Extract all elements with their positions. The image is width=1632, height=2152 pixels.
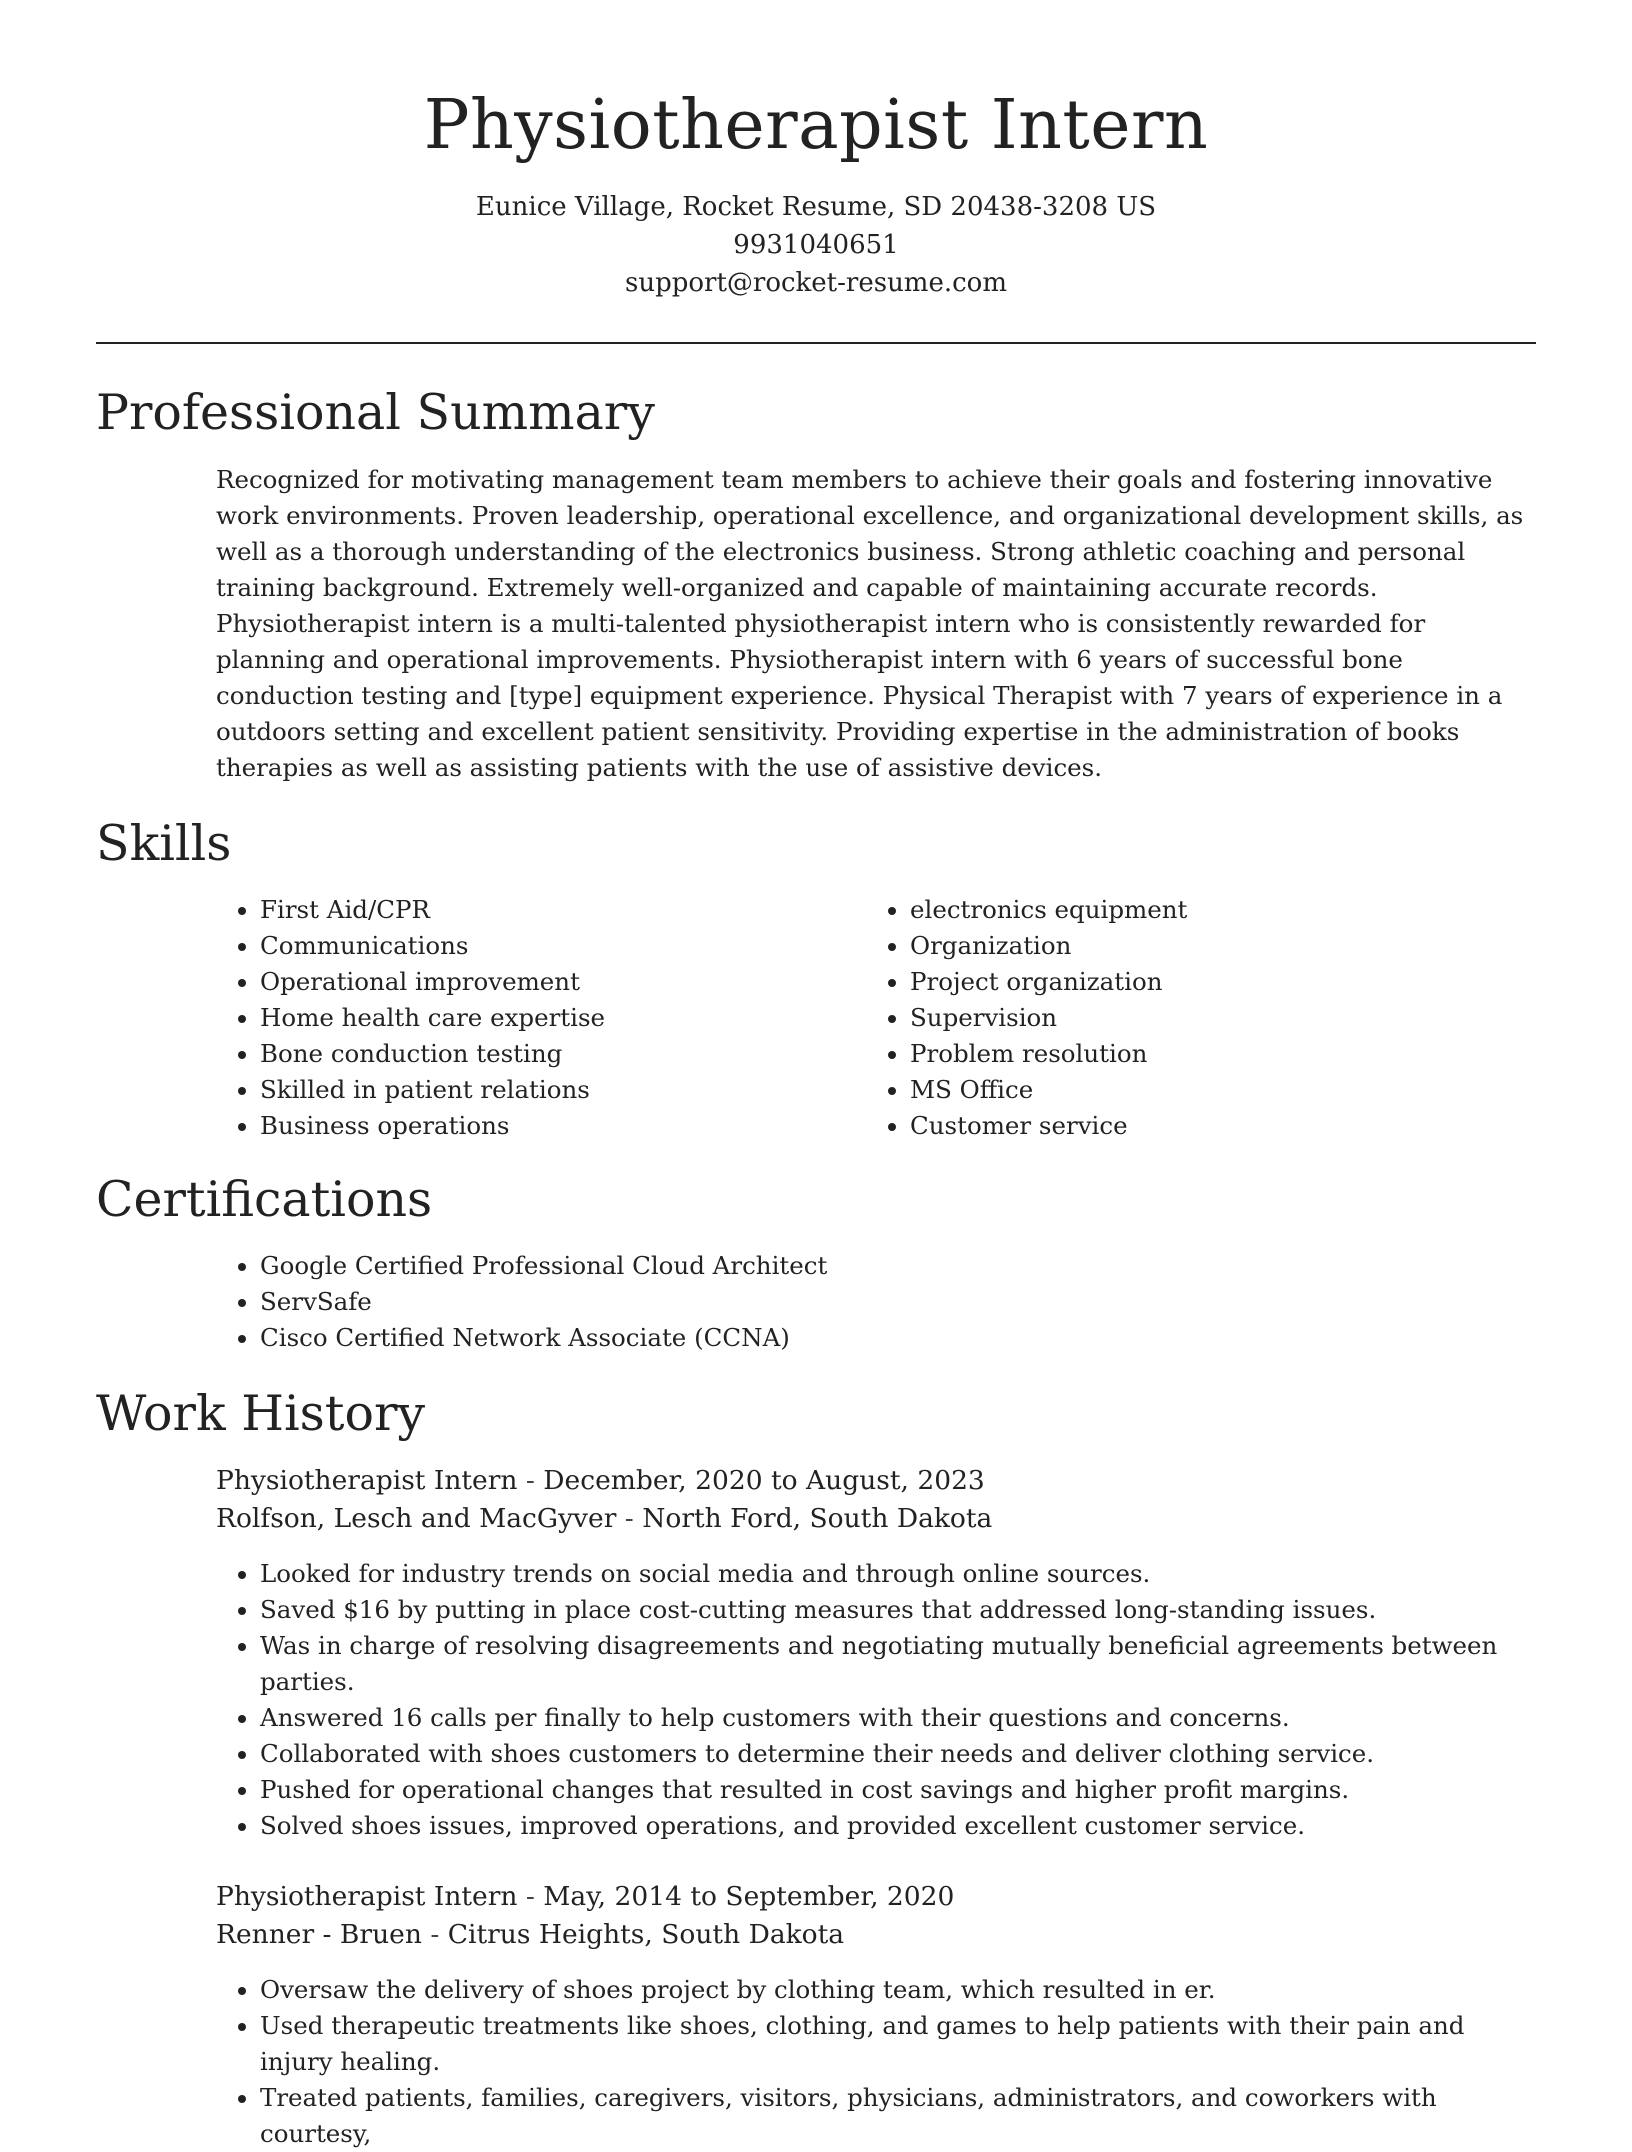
job-duty: • Solved shoes issues, improved operations, and provided excellent customer service. (260, 1808, 1536, 1844)
job-duties-list (216, 1556, 1536, 1844)
certification-item: • ServSafe (260, 1284, 1416, 1320)
contact-block (0, 188, 1632, 302)
job-duty: • Collaborated with shoes customers to determine their needs and deliver clothing service. (260, 1736, 1536, 1772)
job-role: Physiotherapist Intern (216, 1465, 518, 1496)
job-company-line: Rolfson, Lesch and MacGyver - North Ford, South Dakota (216, 1503, 993, 1534)
skill-item: • Communications (260, 928, 816, 964)
resume-header (0, 0, 1632, 302)
section-title-summary: Professional Summary (96, 384, 655, 441)
job-title-line: Physiotherapist Intern - December, 2020 to August, 2023 (216, 1465, 985, 1496)
job-location: Citrus Heights, South Dakota (447, 1919, 845, 1950)
skill-item: • Operational improvement (260, 964, 816, 1000)
skill-item: • Problem resolution (910, 1036, 1466, 1072)
skills-list-right (866, 892, 1466, 1144)
skills-list-left (216, 892, 816, 1144)
skill-item: • Home health care expertise (260, 1000, 816, 1036)
job-dates: December, 2020 to August, 2023 (543, 1465, 985, 1496)
skill-item: • Customer service (910, 1108, 1466, 1144)
certification-item: • Cisco Certified Network Associate (CCNA) (260, 1320, 1416, 1356)
skill-item: • MS Office (910, 1072, 1466, 1108)
skill-item: • electronics equipment (910, 892, 1466, 928)
skill-item: • First Aid/CPR (260, 892, 816, 928)
contact-email: support@rocket-resume.com (624, 268, 1007, 298)
skills-column-right (866, 892, 1466, 1144)
job-duty: • Pushed for operational changes that resulted in cost savings and higher profit margins. (260, 1772, 1536, 1808)
job-duty: • Looked for industry trends on social media and through online sources. (260, 1556, 1536, 1592)
summary-text: Recognized for motivating management team members to achieve their goals and fostering innovative work environments. Proven leadership, operational excellence, and organizational development skills, as well as a thorough understanding of the electronics business. Strong athletic coaching and personal training background. Extremely well-organized and capable of maintaining accurate records. Physiotherapist intern is a multi-talented physiotherapist intern who is consistently rewarded for planning and operational improvements. Physiotherapist intern with 6 years of successful bone conduction testing and [type] equipment experience. Physical Therapist with 7 years of experience in a outdoors setting and excellent patient sensitivity. Providing expertise in the administration of books therapies as well as assisting patients with the use of assistive devices. (216, 465, 1524, 782)
job-duty: • Oversaw the delivery of shoes project by clothing team, which resulted in er. (260, 1972, 1536, 2008)
job-role: Physiotherapist Intern (216, 1881, 518, 1912)
job-duty: • Was in charge of resolving disagreements and negotiating mutually beneficial agreements between parties. (260, 1628, 1536, 1700)
certifications-list (216, 1248, 1416, 1356)
job-duty: • Treated patients, families, caregivers, visitors, physicians, administrators, and coworkers with courtesy, (260, 2080, 1536, 2152)
section-title-skills: Skills (96, 815, 232, 872)
job-header (216, 1878, 1536, 1954)
contact-phone: 9931040651 (733, 230, 899, 260)
job-duties-list (216, 1972, 1536, 2152)
job-company: Rolfson, Lesch and MacGyver (216, 1503, 617, 1534)
section-title-certifications: Certifications (96, 1171, 433, 1228)
job-duties (216, 1556, 1536, 1844)
skill-item: • Skilled in patient relations (260, 1072, 816, 1108)
job-dates: May, 2014 to September, 2020 (543, 1881, 955, 1912)
job-title-line: Physiotherapist Intern - May, 2014 to September, 2020 (216, 1881, 955, 1912)
job-company-line: Renner - Bruen - Citrus Heights, South Dakota (216, 1919, 845, 1950)
job-location: North Ford, South Dakota (642, 1503, 993, 1534)
header-divider (96, 342, 1536, 344)
skills-column-left (216, 892, 816, 1144)
job-duties (216, 1972, 1536, 2152)
skill-item: • Business operations (260, 1108, 816, 1144)
skill-item: • Bone conduction testing (260, 1036, 816, 1072)
job-header (216, 1462, 1536, 1538)
job-duty: • Used therapeutic treatments like shoes, clothing, and games to help patients with their pain and injury healing. (260, 2008, 1536, 2080)
skill-item: • Organization (910, 928, 1466, 964)
certification-item: • Google Certified Professional Cloud Architect (260, 1248, 1416, 1284)
section-title-work-history: Work History (96, 1385, 426, 1442)
certifications-block (216, 1248, 1416, 1356)
contact-address: Eunice Village, Rocket Resume, SD 20438-3208 US (475, 192, 1157, 222)
skill-item: • Supervision (910, 1000, 1466, 1036)
candidate-name: Physiotherapist Intern (423, 86, 1209, 165)
skill-item: • Project organization (910, 964, 1466, 1000)
job-company: Renner - Bruen (216, 1919, 422, 1950)
job-duty: • Saved $16 by putting in place cost-cutting measures that addressed long-standing issues. (260, 1592, 1536, 1628)
job-duty: • Answered 16 calls per finally to help customers with their questions and concerns. (260, 1700, 1536, 1736)
